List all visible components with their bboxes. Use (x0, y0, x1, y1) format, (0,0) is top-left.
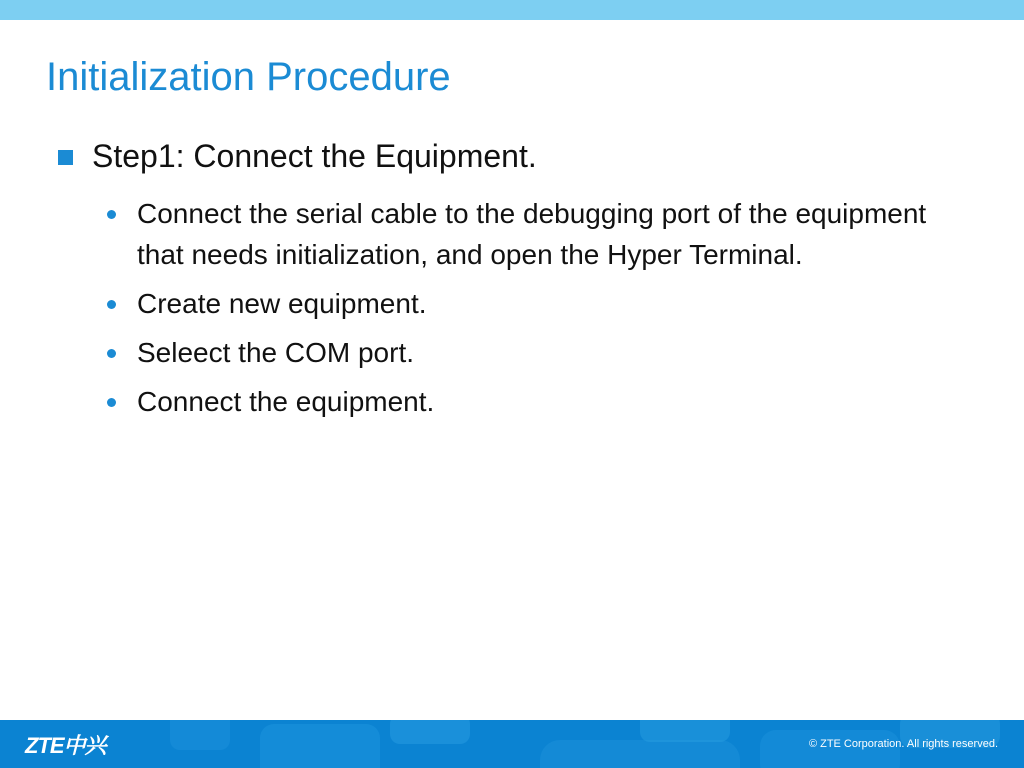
slide-title: Initialization Procedure (46, 55, 451, 99)
dot-bullet-icon (107, 300, 116, 309)
top-accent-bar (0, 0, 1024, 20)
zte-logo (25, 730, 106, 758)
sub-bullet-text: Seleect the COM port. (137, 337, 415, 368)
sub-bullet-text: Connect the serial cable to the debugging port of the equipment that needs initialization, and open the Hyper Terminal. (137, 198, 927, 270)
copyright-text: © ZTE Corporation. All rights reserved. (808, 738, 998, 750)
bullet-level1 (56, 136, 956, 176)
sub-bullet-item (137, 332, 937, 373)
dot-bullet-icon (107, 349, 116, 358)
sub-bullet-item (137, 381, 937, 422)
sub-bullet-item (137, 193, 937, 275)
footer-bar (0, 720, 1024, 768)
sub-bullet-text: Connect the equipment. (137, 386, 435, 417)
square-bullet-icon (58, 150, 73, 165)
sub-bullet-item (137, 283, 937, 324)
dot-bullet-icon (107, 210, 116, 219)
sub-bullet-list (56, 193, 956, 422)
logo-text: ZTE中兴 (25, 732, 106, 758)
sub-bullet-text: Create new equipment. (137, 288, 427, 319)
slide-content (56, 136, 956, 430)
bullet-level1-text: Step1: Connect the Equipment. (92, 138, 537, 174)
dot-bullet-icon (107, 398, 116, 407)
